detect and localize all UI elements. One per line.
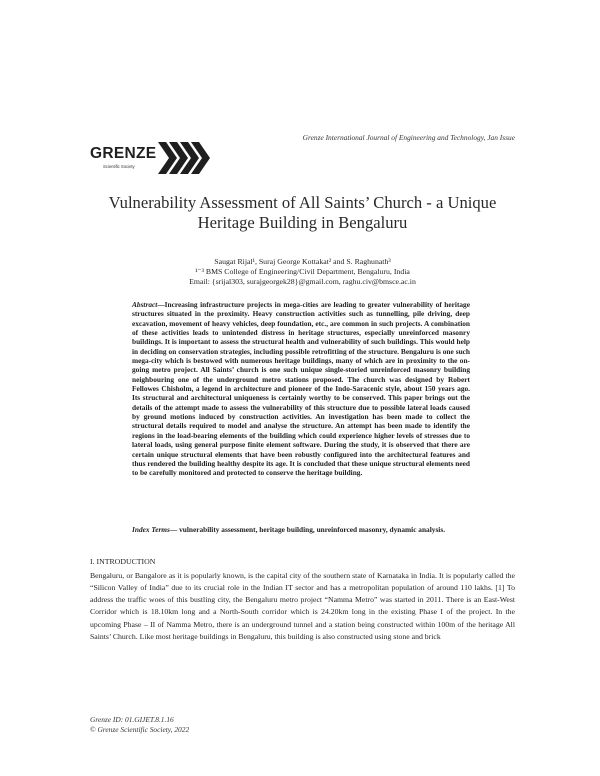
abstract-text: —Increasing infrastructure projects in mega-cities are leading to greater vulnerability of heritage structures situated in the proximity. Heavy construction activities such as tunnelling, pile driving, deep excavation, movement of heavy vehicles, deep foundation, etc., are common in such projects. A combination of these activities leads to unintended distress in heritage structures, especially unreinforced masonry buildings. It is important to assess the structural health and vulnerability of such buildings. This would help in deciding on conservation strategies, including possible retrofitting of the structure. Bengaluru is one such mega-city which is bestowed with numerous heritage buildings, many of which are in proximity to the on-going metro project. All Saints’ church is one such unique single-storied unreinforced masonry building neighbouring one of the underground metro stations proposed. The church was designed by Robert Fellowes Chisholm, a legend in architecture and pioneer of the Indo-Saracenic style, about 150 years ago. Its structural and architectural uniqueness is certainly worthy to be conserved. This paper brings out the details of the attempt made to assess the vulnerability of this structure due to possible lateral loads caused by ground motions induced by construction activities. An investigation has been made to collect the structural details required to model and analyse the structure. An attempt has been made to identify the regions in the load-bearing elements of the building which could experience higher levels of stresses due to lateral loads, using general purpose finite element software. During the study, it is observed that there are certain unique structural elements that have been robustly configured into the architectural features and thus rendered the building healthy despite its age. It is concluded that these unique structural elements need to be carefully monitored and protected to conserve the heritage building. [132,300,470,478]
author-block [90,257,515,287]
index-terms-text: — vulnerability assessment, heritage building, unreinforced masonry, dynamic analysis. [169,525,446,534]
author-email: Email: {srijal303, surajgeorgek28}@gmail.com, raghu.civ@bmsce.ac.in [189,277,416,286]
abstract-label: Abstract [132,300,158,309]
logo-tagline: Scientific Society [103,164,135,169]
introduction-paragraph: Bengaluru, or Bangalore as it is popularly known, is the capital city of the southern state of Karnataka in India. It is popularly called the “Silicon Valley of India” due to its crucial role in the Indian IT sector and has a metropolitan population of around 110 lakhs. [1] To address the traffic woes of this bustling city, the Bengaluru metro project “Namma Metro” was started in 2011. There is an East-West Corridor which is 18.10km long and a North-South corridor which is 24.20km long in the existing Phase I of the project. In the upcoming Phase – II of Namma Metro, there is an underground tunnel and a station being constructed within 100m of the heritage All Saints’ Church. Like most heritage buildings in Bengaluru, this building is also constructed using stone and brick [90,571,515,641]
section-heading: I. INTRODUCTION [90,557,156,566]
logo-wordmark: GRENZE [90,145,157,162]
abstract [132,300,470,478]
author-affiliation: ¹⁻³ BMS College of Engineering/Civil Department, Bengaluru, India [195,267,410,276]
paper-title: Vulnerability Assessment of All Saints’ Church - a Unique Heritage Building in Bengaluru [108,193,497,232]
author-names: Saugat Rijal¹, Suraj George Kottakat² and S. Raghunath³ [214,257,391,266]
grenze-id: Grenze ID: 01.GIJET.8.1.16 [90,715,174,724]
journal-header: Grenze International Journal of Engineering and Technology, Jan Issue [302,133,515,142]
page-footer [90,715,189,734]
index-terms [132,525,470,534]
chevron-arrows-icon [158,140,210,176]
index-terms-label: Index Terms [132,525,170,534]
copyright-notice: © Grenze Scientific Society, 2022 [90,724,190,734]
grenze-logo [90,140,210,180]
